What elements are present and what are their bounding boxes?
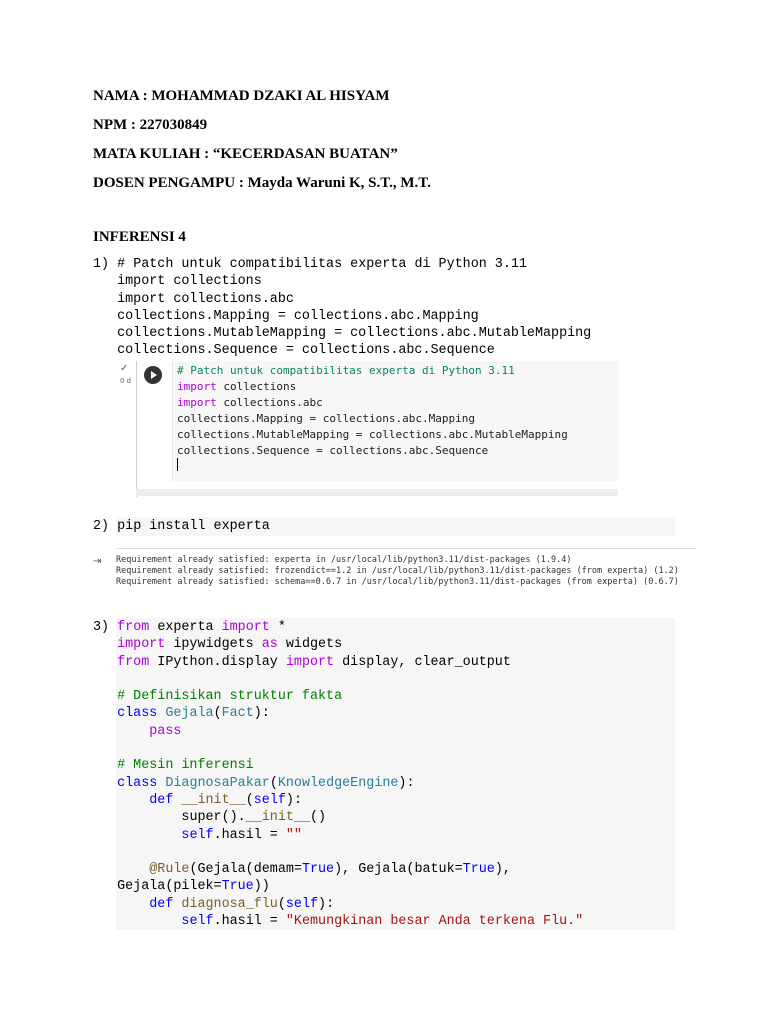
code-text: experta (149, 620, 222, 635)
class-name: DiagnosaPakar (165, 775, 270, 791)
code-text: ( (213, 706, 222, 722)
code-text: collections.abc (216, 395, 323, 409)
code-comment: # Patch untuk compatibilitas experta di Python 3.11 (177, 364, 515, 377)
step2-number: 2) (93, 519, 110, 534)
keyword: class (117, 706, 158, 722)
code-text: () (310, 810, 327, 826)
lecturer-name: DOSEN PENGAMPU : Mayda Waruni K, S.T., M.T. (93, 175, 431, 191)
keyword: import (221, 620, 270, 635)
exec-time: 0 d (120, 377, 132, 385)
function-name: diagnosa_flu (181, 896, 278, 912)
code-text: .hasil = (213, 827, 286, 843)
code-text: ): (398, 775, 415, 791)
output-line: Requirement already satisfied: frozendict==1.2 in /usr/local/lib/python3.11/dist-packages (from experta) (1.2) (116, 566, 679, 576)
step2-code (93, 518, 270, 535)
function-name: __init__ (245, 810, 310, 826)
code-text: ( (269, 775, 278, 791)
keyword: def (149, 792, 174, 808)
decorator: @Rule (149, 862, 190, 878)
code-text: ipywidgets (165, 637, 262, 653)
keyword: from (117, 654, 150, 670)
code-line: collections.Sequence = collections.abc.Sequence (117, 343, 495, 359)
step3-code (93, 619, 583, 930)
section-title: INFERENSI 4 (93, 229, 186, 245)
text-cursor (177, 458, 178, 471)
code-text: .hasil = (213, 914, 286, 930)
pip-command: pip install experta (117, 519, 270, 534)
keyword: from (117, 620, 150, 635)
code-line: collections.MutableMapping = collections.abc.MutableMapping (117, 326, 592, 342)
code-line: import collections (117, 274, 262, 290)
code-comment: # Definisikan struktur fakta (117, 689, 343, 705)
code-text: ): (285, 792, 302, 808)
code-text: ): (253, 706, 270, 722)
output-divider (116, 548, 696, 549)
code-text: ): (318, 896, 335, 912)
keyword: import (177, 395, 217, 409)
keyword: import (177, 379, 217, 393)
check-icon: ✓ (120, 363, 129, 374)
keyword: as (261, 637, 278, 653)
student-npm: NPM : 227030849 (93, 117, 208, 133)
code-text: ), Gejala(batuk= (334, 862, 463, 878)
code-text: ( (277, 896, 286, 912)
cell-editor[interactable] (172, 361, 619, 481)
output-line: Requirement already satisfied: schema==0.6.7 in /usr/local/lib/python3.11/dist-packages (from experta) (0.6.7) (116, 577, 679, 587)
code-line: collections.Mapping = collections.abc.Mapping (117, 308, 479, 324)
keyword: import (117, 637, 166, 653)
cell-gutter (116, 361, 137, 497)
string-literal: "" (285, 827, 302, 843)
keyword: True (221, 879, 254, 895)
code-text: )) (253, 879, 270, 895)
code-text: collections.MutableMapping = collections.abc.MutableMapping (177, 427, 568, 441)
code-text: widgets (277, 637, 343, 653)
code-text: ), (494, 862, 511, 878)
code-text: Gejala(pilek= (117, 879, 222, 895)
keyword: self (181, 914, 214, 930)
keyword: self (253, 792, 286, 808)
code-text: * (269, 620, 286, 635)
cell-footer-bar (136, 489, 618, 496)
code-text: display, clear_output (334, 654, 511, 670)
code-line: # Patch untuk compatibilitas experta di Python 3.11 (117, 257, 527, 272)
keyword: self (181, 827, 214, 843)
student-name: NAMA : MOHAMMAD DZAKI AL HISYAM (93, 88, 390, 104)
output-arrow-icon[interactable]: ⇥ (93, 556, 102, 567)
code-line: import collections.abc (117, 291, 294, 307)
play-circle-icon[interactable] (144, 366, 162, 384)
code-text: collections.Mapping = collections.abc.Mapping (177, 411, 476, 425)
string-literal: "Kemungkinan besar Anda terkena Flu." (285, 914, 584, 930)
step1-code (93, 256, 591, 360)
keyword: import (285, 654, 335, 670)
code-text: collections.Sequence = collections.abc.Sequence (177, 443, 489, 457)
code-text: collections (216, 379, 297, 393)
function-name: __init__ (181, 792, 246, 808)
code-comment: # Mesin inferensi (117, 758, 254, 774)
class-name: Gejala (165, 706, 214, 722)
notebook-cell (116, 361, 618, 497)
step3-number: 3) (93, 620, 110, 635)
step1-number: 1) (93, 257, 110, 272)
code-text: (Gejala(demam= (189, 862, 302, 878)
class-name: Fact (221, 706, 254, 722)
keyword: def (149, 896, 174, 912)
class-name: KnowledgeEngine (277, 775, 399, 791)
pip-output (116, 555, 679, 588)
keyword: True (462, 862, 495, 878)
code-text: IPython.display (149, 654, 286, 670)
course-name: MATA KULIAH : “KECERDASAN BUATAN” (93, 146, 398, 162)
keyword: pass (149, 723, 182, 739)
keyword: class (117, 775, 158, 791)
output-line: Requirement already satisfied: experta in /usr/local/lib/python3.11/dist-packages (1.9.4) (116, 555, 572, 565)
code-text: ( (245, 792, 254, 808)
keyword: True (301, 862, 335, 878)
code-text: super(). (181, 810, 246, 826)
keyword: self (285, 896, 319, 912)
